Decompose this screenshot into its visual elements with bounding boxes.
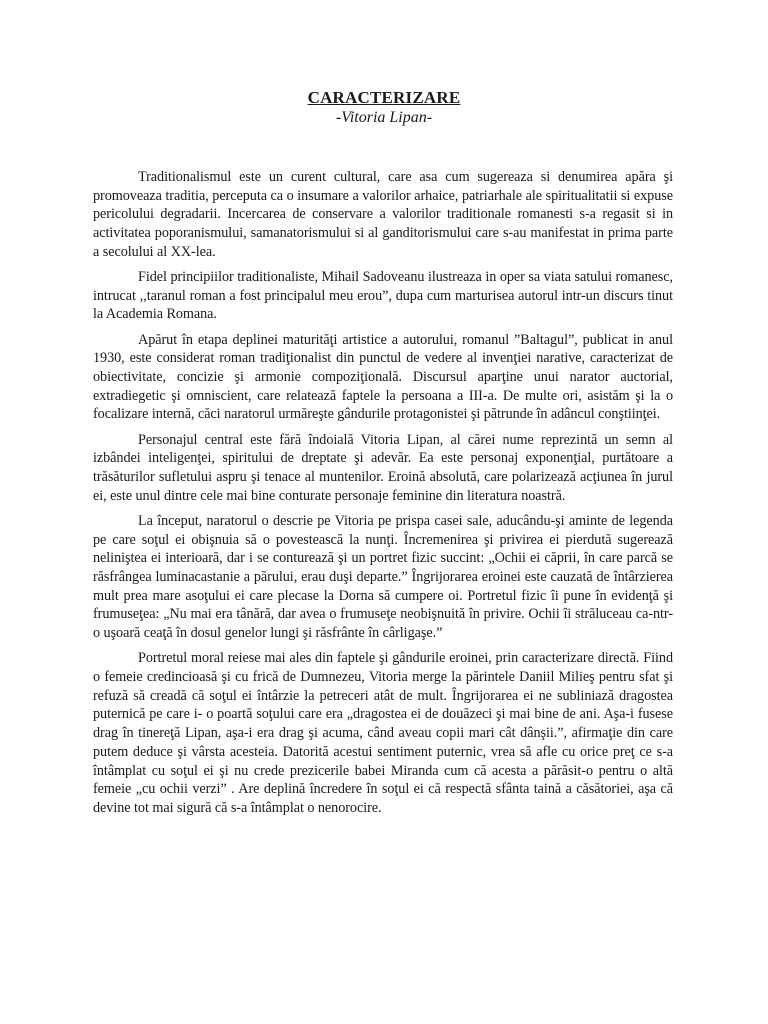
paragraph-portret-moral: Portretul moral reiese mai ales din faptele şi gândurile eroinei, prin caracterizare directă. Fiind o femeie credincioasă şi cu frică de Dumnezeu, Vitoria merge la părintele Daniil Milieş pentru sfat şi refuză să creadă că soţul ei întârzie la petreceri atât de mult. Îngrijorarea ei ne subliniază dragostea puternică pe care i- o poartă soţului care era „dragostea ei de douăzeci şi mai bine de ani. Aşa-i fusese drag în tinereţă Lipan, aşa-i era drag şi acuma, când aveau copii mari cât dânşii.”, afirmaţie din care putem deduce şi vârsta acesteia. Datorită acestui sentiment puternic, vrea să afle cu orice preţ ce s-a întâmplat cu soţul ei şi nu crede prezicerile babei Miranda cum că acesta a părăsit-o pentru o altă femeie „cu ochii verzi” . Are deplină încredere în soţul ei că respectă sfânta taină a căsătoriei, aşa că devine tot mai sigură că s-a întâmplat o nenorocire.: [93, 650, 673, 816]
paragraph-traditionalism: Traditionalismul este un curent cultural, care asa cum sugereaza si denumirea apăra şi promoveaza traditia, perceputa ca o insumare a valorilor arhaice, patriarhale ale spiritualitatii si expuse pericolului degradarii. Incercarea de conservare a valorilor traditionale romanesti s-a regasit si in activitatea poporanismului, samanatorismului si al ganditorismului care s-au manifestat in prima parte a secolului al XX-lea.: [93, 169, 673, 260]
paragraph-portret-fizic: La început, naratorul o descrie pe Vitoria pe prispa casei sale, aducându-şi aminte de legenda pe care soţul ei obişnuia să o povestească la nunţi. Încremenirea şi privirea ei pierdută sugerează neliniştea ei interioară, dar i se conturează şi un portret fizic succint: „Ochii ei căprii, în care parcă se răsfrângea luminacastanie a părului, erau duşi departe.” Îngrijorarea eroinei este cauzată de întârzierea mult prea mare asoţului ei care plecase la Dorna să cumpere oi. Portretul fizic îi pune în evidenţă şi frumuseţea: „Nu mai era tânără, dar avea o frumuseţe neobişnuită în privire. Ochii îi străluceau ca-ntr-o uşoară ceaţă în dosul genelor lungi şi răsfrânte în cârligaşe.”: [93, 512, 673, 642]
document-subtitle: -Vitoria Lipan-: [335, 109, 433, 126]
paragraph-sadoveanu: Fidel principiilor traditionaliste, Mihail Sadoveanu ilustreaza in oper sa viata satului romanesc, intrucat ,,taranul roman a fost principalul meu erou”, dupa cum marturisea autorul intr-un discurs tinut la Academia Romana.: [93, 269, 673, 323]
document-body: [93, 168, 673, 824]
document-title: CARACTERIZARE: [307, 88, 461, 107]
paragraph-baltagul: Apărut în etapa deplinei maturităţi artistice a autorului, romanul ”Baltagul”, publicat in anul 1930, este considerat roman tradiţionalist din punctul de vedere al invenţiei narative, caracterizat de obiectivitate, concizie şi armonie compoziţională. Discursul aparţine unui narator auctorial, extradiegetic şi omniscient, care relatează faptele la persoana a III-a. De multe ori, asistăm şi la o focalizare internă, căci naratorul urmăreşte gândurile protagonistei şi pătrunde în adâncul conştiinţei.: [93, 331, 673, 423]
document-header: [0, 88, 768, 128]
paragraph-personaj-central: Personajul central este fără îndoială Vitoria Lipan, al cărei nume reprezintă un semn al izbândei inteligenţei, spiritului de dreptate şi adevăr. Ea este personaj exponenţial, purtătoare a trăsăturilor sufletului aspru şi tenace al muntenilor. Eroină absolută, care polarizează acţiunea în jurul ei, este unul dintre cele mai bine conturate personaje feminine din literatura noastră.: [93, 431, 673, 504]
